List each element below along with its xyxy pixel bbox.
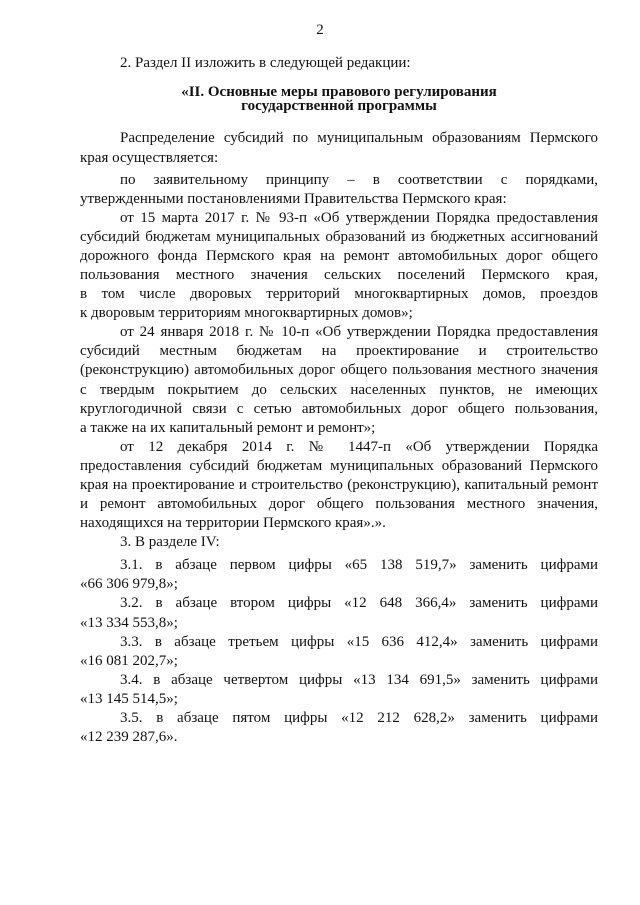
paragraph-line: субсидий местным бюджетам на проектирование и строительство <box>80 343 598 360</box>
paragraph-line: предоставления субсидий бюджетам муниципальных образований Пермского <box>80 457 598 474</box>
distribution-paragraph <box>80 128 598 168</box>
amendment-line: 3.5. в абзаце пятом цифры «12 212 628,2» заменить цифрами <box>120 710 598 727</box>
amendment-value: «66 306 979,8»; <box>80 576 178 593</box>
section-heading <box>80 85 598 113</box>
paragraph-line: находящихся на территории Пермского края».». <box>80 515 386 532</box>
paragraph-line: утвержденными постановлениями Правительства Пермского края: <box>80 190 507 207</box>
amendment-list <box>80 556 598 747</box>
paragraph-line: (реконструкцию) автомобильных дорог общего пользования местного значения <box>80 362 598 379</box>
resolution-paragraph <box>80 209 598 324</box>
amendment-line: 3.1. в абзаце первом цифры «65 138 519,7» заменить цифрами <box>120 557 598 574</box>
amendment-item <box>80 556 598 594</box>
amendment-value: «12 239 287,6». <box>80 729 178 746</box>
amendment-value: «13 334 553,8»; <box>80 614 178 631</box>
amendment-line: 3.4. в абзаце четвертом цифры «13 134 691,5» заменить цифрами <box>120 671 598 688</box>
amendment-line: 3.3. в абзаце третьем цифры «15 636 412,4» заменить цифрами <box>120 633 598 650</box>
paragraph-line: от 24 января 2018 г. № 10-п «Об утверждении Порядка предоставления <box>120 324 598 341</box>
amendment-item <box>80 709 598 747</box>
amendment-value: «13 145 514,5»; <box>80 690 178 707</box>
section-intro: 2. Раздел II изложить в следующей редакции: <box>120 55 411 71</box>
paragraph-line: а также на их капитальный ремонт и ремонт»; <box>80 419 376 436</box>
amendment-line: 3.2. в абзаце втором цифры «12 648 366,4» заменить цифрами <box>120 595 598 612</box>
resolution-paragraph <box>80 323 598 438</box>
paragraph-line: от 12 декабря 2014 г. № 1447-п «Об утверждении Порядка <box>120 438 598 455</box>
amendment-item <box>80 633 598 671</box>
paragraph-line: круглогодичной связи с сетью автомобильных дорог общего пользования, <box>80 400 598 417</box>
paragraph-line: по заявительному принципу – в соответствии с порядками, <box>120 171 598 188</box>
paragraph-line: с твердым покрытием до сельских населенных пунктов, не имеющих <box>80 381 598 398</box>
paragraph-line: и ремонт автомобильных дорог общего пользования местного значения, <box>80 496 598 513</box>
resolution-paragraph <box>80 438 598 533</box>
principle-paragraph <box>80 171 598 209</box>
amendment-item <box>80 671 598 709</box>
paragraph-line: пользования местного значения сельских поселений Пермского края, <box>80 266 598 283</box>
paragraph-line: дорожного фонда Пермского края на ремонт автомобильных дорог общего <box>80 247 598 264</box>
body-text <box>80 171 598 748</box>
paragraph-line: субсидий бюджетам муниципальных образований из бюджетных ассигнований <box>80 228 598 245</box>
heading-line: «II. Основные меры правового регулирования <box>181 84 497 100</box>
paragraph-line: Распределение субсидий по муниципальным образованиям Пермского <box>120 130 598 146</box>
paragraph-line: края осуществляется: <box>80 150 219 166</box>
section-iv-title: 3. В разделе IV: <box>120 534 220 551</box>
page-number: 2 <box>316 22 324 38</box>
paragraph-line: к дворовым территориям многоквартирных домов»; <box>80 305 413 322</box>
paragraph-line: в том числе дворовых территорий многоквартирных домов, проездов <box>80 286 598 303</box>
amendment-item <box>80 594 598 632</box>
paragraph-line: края на проектирование и строительство (реконструкцию), капитальный ремонт <box>80 477 598 493</box>
heading-line: государственной программы <box>241 98 437 114</box>
amendment-value: «16 081 202,7»; <box>80 652 178 669</box>
paragraph-line: от 15 марта 2017 г. № 93-п «Об утверждении Порядка предоставления <box>120 209 598 226</box>
